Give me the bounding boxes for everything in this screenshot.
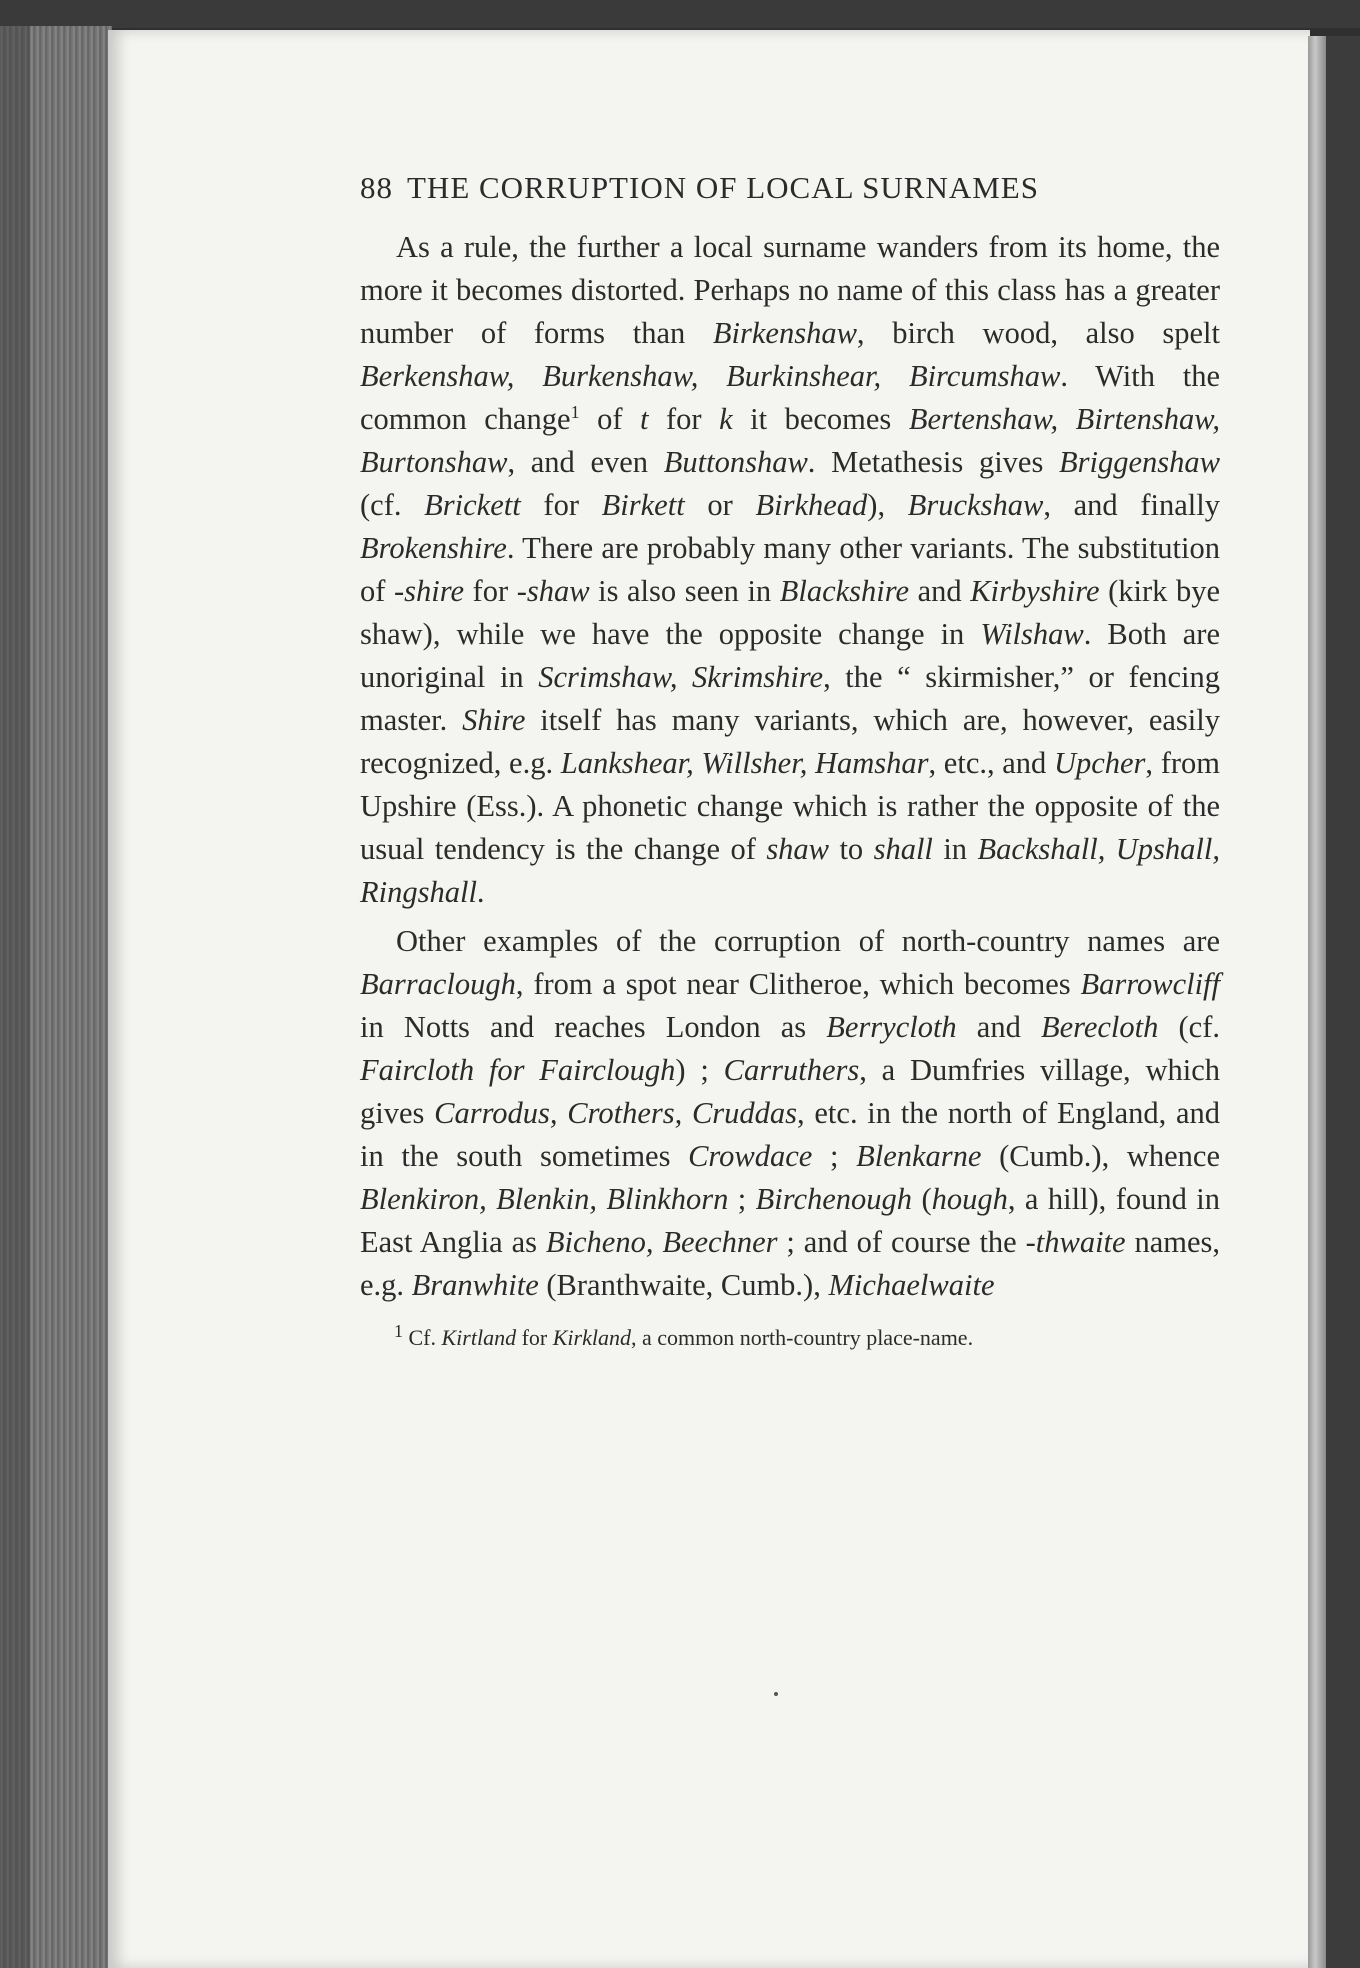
- italic-name-text: Brickett: [424, 488, 521, 522]
- text-run: , a hill), found in East Anglia as: [360, 1182, 1220, 1259]
- text-run: (Cumb.), whence: [981, 1139, 1220, 1173]
- footnote-marker: 1: [394, 1320, 403, 1341]
- italic-name-text: Backshall, Upshall, Ringshall: [360, 832, 1220, 909]
- italic-name-text: Birkhead: [755, 488, 868, 522]
- text-run: for: [516, 1325, 553, 1350]
- italic-name-text: -thwaite: [1025, 1225, 1126, 1259]
- running-header: [360, 170, 1220, 206]
- italic-name-text: Bicheno, Beechner: [545, 1225, 778, 1259]
- text-run: in: [932, 832, 978, 866]
- book-binding-shadow: [0, 26, 30, 1968]
- text-run: (: [912, 1182, 932, 1216]
- italic-name-text: Lankshear, Willsher, Hamshar: [560, 746, 929, 780]
- text-run: and: [956, 1010, 1041, 1044]
- text-run: , a common north-country place-name.: [630, 1325, 974, 1350]
- italic-name-text: Bruckshaw: [907, 488, 1044, 522]
- italic-name-text: Buttonshaw: [663, 445, 808, 479]
- italic-name-text: Upcher: [1053, 746, 1146, 780]
- text-run: , birch wood, also spelt: [856, 316, 1220, 350]
- italic-name-text: -shaw: [516, 574, 590, 608]
- footnote: [360, 1321, 1220, 1355]
- italic-name-text: Carruthers: [723, 1053, 860, 1087]
- italic-name-text: Birkett: [601, 488, 685, 522]
- italic-name-text: Blenkiron, Blenkin, Blinkhorn: [360, 1182, 729, 1216]
- text-run: and: [909, 574, 971, 608]
- text-run: , from Upshire (Ess.). A phonetic change which is rather the opposite of the usual tendency is the change of: [360, 746, 1220, 866]
- text-run: ),: [867, 488, 908, 522]
- italic-name-text: Berrycloth: [826, 1010, 957, 1044]
- italic-name-text: -shire: [393, 574, 464, 608]
- text-run: , etc. in the north of England, and in the south sometimes: [360, 1096, 1220, 1173]
- italic-name-text: Carrodus, Crothers, Cruddas: [434, 1096, 798, 1130]
- text-run: in Notts and reaches London as: [360, 1010, 827, 1044]
- text-run: (cf.: [1158, 1010, 1220, 1044]
- text-run: names, e.g.: [360, 1225, 1220, 1302]
- page-content: [360, 170, 1220, 1355]
- text-run: is also seen in: [589, 574, 780, 608]
- italic-name-text: Birchenough: [755, 1182, 913, 1216]
- text-run: , the “ skirmisher,” or fencing master.: [360, 660, 1220, 737]
- text-run: of: [579, 402, 641, 436]
- text-run: . There are probably many other variants. The substitution of: [360, 531, 1220, 608]
- text-run: ;: [728, 1182, 756, 1216]
- italic-name-text: Briggenshaw: [1059, 445, 1220, 479]
- paragraph-2: [360, 920, 1220, 1307]
- text-run: it becomes: [732, 402, 909, 436]
- italic-name-text: Blackshire: [779, 574, 910, 608]
- footnote-marker: 1: [570, 401, 580, 422]
- text-run: itself has many variants, which are, however, easily recognized, e.g.: [360, 703, 1220, 780]
- italic-name-text: Branwhite: [411, 1268, 539, 1302]
- text-run: Other examples of the corruption of north-country names are: [396, 924, 1220, 958]
- text-run: Cf.: [403, 1325, 442, 1350]
- text-run: , etc., and: [928, 746, 1054, 780]
- text-run: (Branthwaite, Cumb.),: [538, 1268, 829, 1302]
- italic-name-text: Wilshaw: [980, 617, 1084, 651]
- text-run: ; and of course the: [777, 1225, 1026, 1259]
- italic-name-text: Berecloth: [1040, 1010, 1159, 1044]
- text-run: or: [684, 488, 756, 522]
- italic-name-text: Birkenshaw: [712, 316, 857, 350]
- text-run: for: [648, 402, 720, 436]
- text-run: , and even: [507, 445, 664, 479]
- text-run: .: [476, 875, 485, 909]
- italic-name-text: Faircloth for Fairclough: [360, 1053, 676, 1087]
- text-run: for: [520, 488, 602, 522]
- italic-name-text: Shire: [462, 703, 526, 737]
- italic-name-text: Barraclough: [360, 967, 516, 1001]
- italic-name-text: Kirtland: [441, 1325, 517, 1350]
- text-run: , a Dumfries village, which gives: [360, 1053, 1220, 1130]
- scan-right-background: [1326, 36, 1360, 1968]
- paragraph-1: [360, 226, 1220, 914]
- italic-name-text: Blenkarne: [856, 1139, 982, 1173]
- italic-name-text: Bertenshaw, Birtenshaw, Burtonshaw: [360, 402, 1220, 479]
- italic-name-text: k: [719, 402, 733, 436]
- text-run: As a rule, the further a local surname wanders from its home, the more it becomes distorted. Perhaps no name of this class has a greater number of forms than: [360, 230, 1220, 350]
- italic-name-text: shall: [873, 832, 933, 866]
- italic-name-text: Berkenshaw, Burkenshaw, Burkinshear, Bircumshaw: [360, 359, 1061, 393]
- italic-name-text: shaw: [766, 832, 830, 866]
- book-page-edge-right: [1308, 36, 1326, 1968]
- italic-name-text: Crowdace: [688, 1139, 813, 1173]
- text-run: , and finally: [1043, 488, 1220, 522]
- italic-name-text: Kirkland: [552, 1325, 631, 1350]
- italic-name-text: Michaelwaite: [828, 1268, 995, 1302]
- running-title: THE CORRUPTION OF LOCAL SURNAMES: [407, 170, 1039, 205]
- page-number: 88: [360, 170, 393, 205]
- text-run: (cf.: [360, 488, 425, 522]
- text-run: to: [829, 832, 874, 866]
- italic-name-text: Brokenshire: [360, 531, 507, 565]
- italic-name-text: hough: [931, 1182, 1008, 1216]
- text-run: for: [464, 574, 517, 608]
- italic-name-text: Kirbyshire: [970, 574, 1100, 608]
- text-run: . With the common change: [360, 359, 1220, 436]
- text-run: ) ;: [675, 1053, 724, 1087]
- text-run: , from a spot near Clitheroe, which becomes: [515, 967, 1081, 1001]
- scan-top-band: [0, 0, 1360, 28]
- italic-name-text: t: [640, 402, 649, 436]
- text-run: ;: [812, 1139, 857, 1173]
- text-run: (kirk bye shaw), while we have the opposite change in: [360, 574, 1220, 651]
- page-speck: [774, 1692, 778, 1696]
- text-run: . Both are unoriginal in: [360, 617, 1220, 694]
- italic-name-text: Barrowcliff: [1080, 967, 1220, 1001]
- italic-name-text: Scrimshaw, Skrimshire: [538, 660, 824, 694]
- text-run: . Metathesis gives: [807, 445, 1060, 479]
